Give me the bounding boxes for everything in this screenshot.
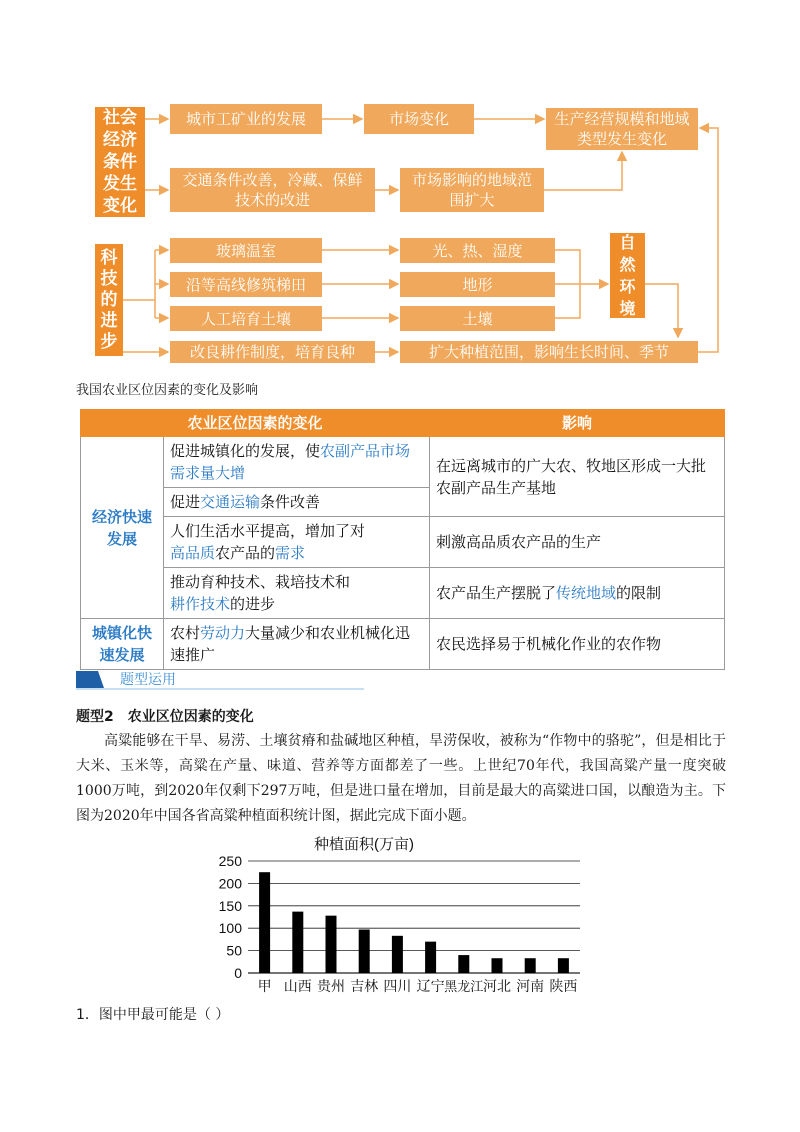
section-title: 题型运用 [120,672,176,688]
cell-highlight: 耕作技术 [170,595,231,613]
bar-9 [525,958,536,973]
x-tick-label: 甲 [257,978,272,994]
cell-highlight: 交通运输 [200,493,261,511]
bar-7 [458,955,469,973]
flow-arrows [0,0,800,380]
table-row [81,619,725,670]
cell-text: 的限制 [616,584,662,602]
section-underline [76,688,364,690]
box-farming-system-label: 改良耕作制度，培育良种 [189,343,355,361]
chart-bars [259,872,569,973]
table-cell-effect: 农民选择易于机械化作业的农作物 [430,619,725,670]
section-marker-icon [76,671,104,688]
table-cell-effect: 在远离城市的广大农、牧地区形成一大批农副产品生产基地 [430,437,725,517]
table-header-row [81,410,725,437]
box-production-change-label: 生产经营规模和地域类型发生变化 [554,110,690,148]
bar-10 [558,958,569,973]
cell-highlight: 劳动力 [200,624,246,642]
sorghum-area-chart [0,835,800,995]
bar-4 [359,930,370,973]
y-tick-label: 150 [218,897,242,914]
table-cell-effect [430,568,725,619]
cell-text: 促进城镇化的发展，使 [170,442,321,460]
cell-text: 促进 [170,493,201,511]
cell-text: 人们生活水平提高，增加了对 [170,522,366,540]
box-soil-label: 土壤 [462,309,493,328]
y-tick-label: 0 [234,965,242,981]
table-row [81,437,725,488]
box-market-change-label: 市场变化 [388,110,449,128]
chart-title: 种植面积(万亩) [314,836,414,853]
question-type-title: 题型2 农业区位因素的变化 [76,709,254,725]
cell-text: 农村 [170,624,201,642]
question-paragraph: 高粱能够在干旱、易涝、土壤贫瘠和盐碱地区种植，旱涝保收，被称为“作物中的骆驼”，但是相比于大米、玉米等，高粱在产量、味道、营养等方面都差了一些。上世纪70年代，我国高粱产量一度突破1000万吨，到2020年仅剩下297万吨，但是进口量在增加，目前是最大的高粱进口国，以酿造为主。下图为2020年中国各省高粱种植面积统计图，据此完成下面小题。 [76,733,726,824]
y-tick-label: 250 [218,853,242,869]
x-tick-label: 河北 [483,978,511,994]
bar-8 [492,958,503,973]
bar-5 [392,936,403,973]
bar-1 [259,872,270,973]
bar-6 [425,942,436,973]
box-greenhouse-label: 玻璃温室 [215,241,276,260]
y-tick-label: 200 [218,875,242,892]
box-terrace-label: 沿等高线修筑梯田 [185,275,306,294]
cell-text: 农产品生产摆脱了 [436,584,557,602]
box-expand-label: 扩大种植范围，影响生长时间、季节 [428,343,669,361]
y-tick-label: 50 [226,942,242,959]
cell-text: 的进步 [230,595,276,613]
group-economy: 经济快速发展 [81,437,164,619]
y-tick-label: 100 [218,920,242,937]
table-caption: 我国农业区位因素的变化及影响 [76,383,259,398]
x-tick-label: 贵州 [317,978,345,994]
table-cell [164,517,430,568]
table-row [81,517,725,568]
cell-text: 推动育种技术、栽培技术和 [170,573,351,591]
cell-text: 条件改善 [260,493,321,511]
factors-table [80,409,725,670]
bar-2 [292,912,303,973]
box-market-scope-label: 市场影响的地域范围扩大 [411,171,532,209]
table-cell [164,437,430,488]
x-tick-label: 黑龙江 [444,979,484,994]
table-header-factors: 农业区位因素的变化 [81,410,430,437]
cell-highlight: 高品质 [170,544,216,562]
box-light-heat-label: 光、热、湿度 [432,241,523,260]
x-tick-label: 陕西 [549,978,578,994]
x-tick-label: 山西 [283,978,312,994]
box-transport-label: 交通条件改善，冷藏、保鲜技术的改进 [182,171,363,209]
table-cell [164,619,430,670]
table-cell-effect: 刺激高品质农产品的生产 [430,517,725,568]
cell-highlight: 需求 [275,544,306,562]
box-terrain-label: 地形 [462,275,493,294]
category-tech-label: 科 技 的 进 步 [100,247,118,352]
table-cell [164,568,430,619]
x-tick-label: 河南 [516,978,545,994]
x-tick-label: 四川 [383,978,412,994]
question-1: 1．图中甲最可能是（ ） [76,1007,230,1023]
category-economy-label: 社会 经济 条件 发生 变化 [103,108,137,216]
x-tick-label: 吉林 [350,978,379,994]
box-urban-industry-label: 城市工矿业的发展 [185,110,306,128]
table-header-effect: 影响 [430,410,725,437]
box-soil-culture-label: 人工培育土壤 [200,309,291,328]
category-env-label: 自 然 环 境 [619,232,636,318]
cell-text: 大量减少和农业机械化迅速推广 [170,624,411,664]
cell-text: 农产品的 [215,544,276,562]
table-cell [164,488,430,517]
cell-highlight: 农副产品市场需求量大增 [170,442,411,482]
bar-3 [326,916,337,973]
cell-highlight: 传统地域 [556,584,617,602]
x-tick-label: 辽宁 [416,978,445,994]
group-urbanization: 城镇化快速发展 [81,619,164,670]
table-row [81,568,725,619]
